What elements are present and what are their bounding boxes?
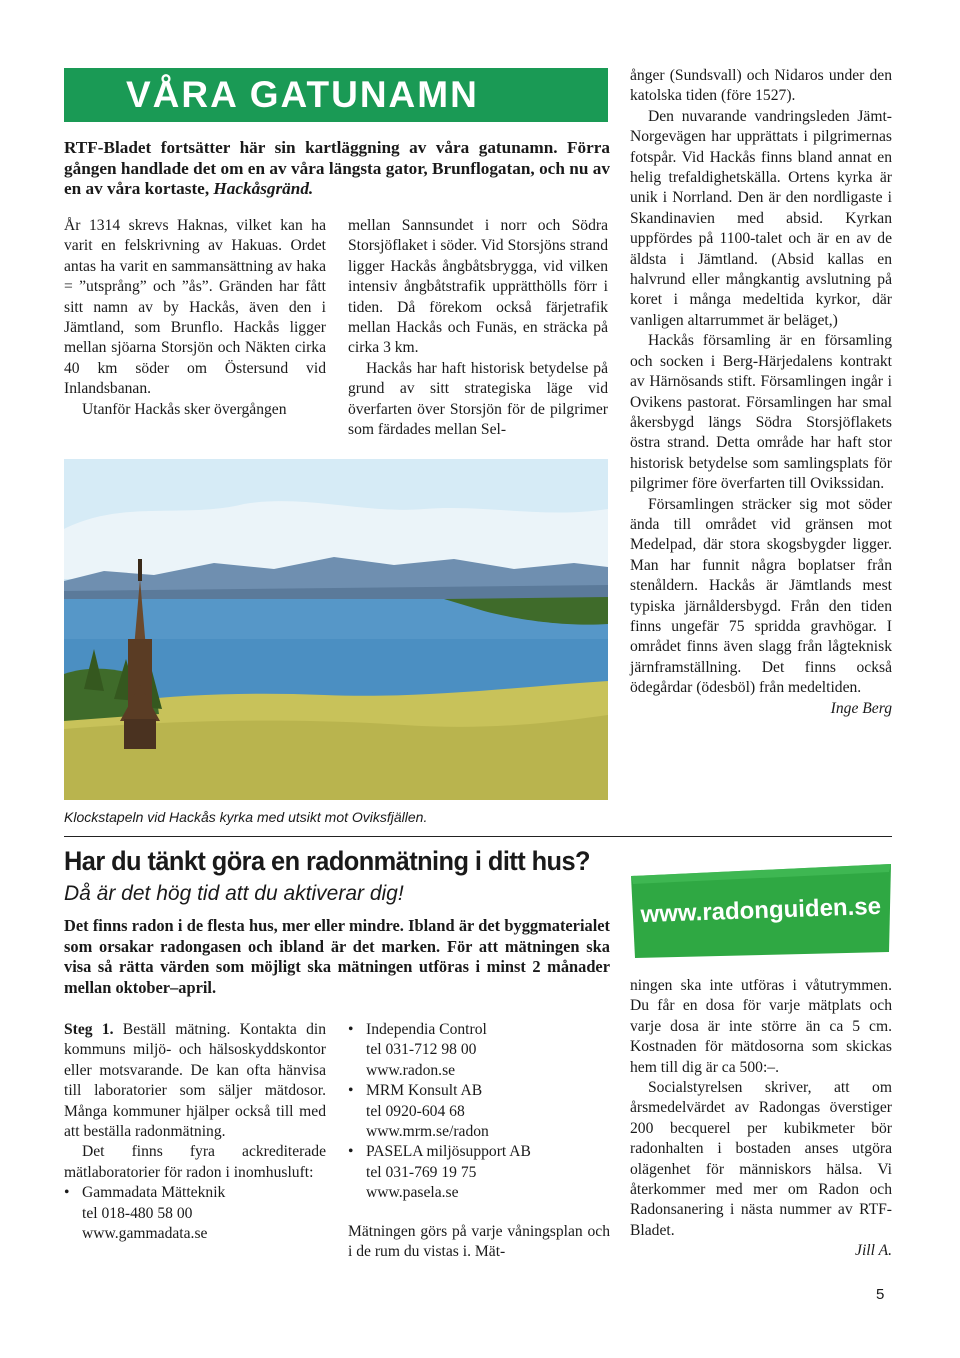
radon-column-2 xyxy=(348,1020,610,1262)
article-paragraph: År 1314 skrevs Haknas, vilket kan ha varit en felskrivning av Hakuas. Ordet antas ha varit en sammansättning av haka = ”utsprång” och ”ås”. Gränden har fått sitt namn av by Hackås, även den i Jämtland, som Brunflo. Hackås ligger mellan sjöarna Storsjön och Näkten cirka 40 km söder om Östersund vid Inlandsbanan. xyxy=(64,217,326,398)
logo-text: www.radonguiden.se xyxy=(640,892,882,929)
article-paragraph: Församlingen sträcker sig mot söder ända till området vid gränsen mot Medelpad, där stora skogsbygder ligger. Man har funnit några boplatser från stenåldern. Hackås är Jämtlands mest typiska järnåldersbygd. Från den tiden finns ungefär 75 spridda gravhögar. I området finns även slagg från lågteknisk järnframställning. Det finns också ödegårdar (ödesböl) från medeltiden. xyxy=(630,495,892,697)
radon-intro: Det finns radon i de flesta hus, mer eller mindre. Ibland är det byggmaterialet som orsakar radongasen och ibland är det marken. För att mätningen ska visa så rätta värden som möjligt ska mätningen utföras i minst 2 månader mellan oktober–april. xyxy=(64,916,610,997)
page-number: 5 xyxy=(876,1286,885,1303)
article-paragraph: ånger (Sundsvall) och Nidaros under den katolska tiden (före 1527). xyxy=(630,67,892,105)
article-column-3 xyxy=(630,66,892,719)
radon-signature: Jill A. xyxy=(855,1242,892,1260)
section-divider xyxy=(64,836,892,837)
article-column-1 xyxy=(64,216,326,420)
lab-item xyxy=(348,1020,610,1081)
radon-paragraph: ningen ska inte utföras i våtutrymmen. Du får en dosa för varje mätplats och varje dosa är inte större än ca 5 cm. Kostnaden för mätdosorna som skickas hem till dig är ca 500:–. xyxy=(630,977,892,1076)
lab-phone: tel 031-769 19 75 xyxy=(366,1163,477,1181)
step-paragraph xyxy=(64,1020,326,1142)
lab-website: www.gammadata.se xyxy=(82,1225,208,1243)
lab-name: • MRM Konsult AB xyxy=(366,1082,483,1100)
lab-name: • PASELA miljösupport AB xyxy=(366,1143,531,1161)
photo-caption: Klockstapeln vid Hackås kyrka med utsikt mot Oviksfjällen. xyxy=(64,809,428,825)
lab-name: • Independia Control xyxy=(366,1021,487,1038)
radonguiden-logo xyxy=(627,862,895,960)
radon-subheading: Då är det hög tid att du aktiverar dig! xyxy=(64,882,404,905)
lab-item xyxy=(64,1183,326,1244)
radon-heading: Har du tänkt göra en radonmätning i ditt hus? xyxy=(64,846,590,876)
radon-column-1 xyxy=(64,1020,326,1244)
article-paragraph: Hackås har haft historisk betydelse på grund av sitt strategiska läge vid överfarten över Storsjön för de pilgrimer som färdades mellan Sel- xyxy=(348,359,608,439)
intro-text: RTF-Bladet fortsätter här sin kartläggning av våra gatunamn. Förra gången handlade det om en av våra längsta gator, Brunflogatan, och nu av en av våra kortaste, xyxy=(64,138,610,198)
step-label: Steg 1. xyxy=(64,1021,114,1038)
lab-name: • Gammadata Mätteknik xyxy=(82,1184,226,1202)
lab-item xyxy=(348,1142,610,1203)
labs-intro: Det finns fyra ackrediterade mätlaboratorier för radon i inomhusluft: xyxy=(64,1143,326,1181)
lab-item xyxy=(348,1081,610,1142)
photo-illustration xyxy=(64,459,608,800)
lab-website: www.pasela.se xyxy=(366,1184,459,1202)
lab-list xyxy=(348,1020,610,1204)
radon-paragraph: Socialstyrelsen skriver, att om årsmedelvärdet av Radongas överstiger 200 becquerel per kubikmeter bör radonhalten i bostaden anses utgöra olägenhet för människors hälsa. Vi återkommer med mer om Radon och Radonsanering i nästa nummer av RTF-Bladet. xyxy=(630,1079,892,1239)
lab-phone: tel 018-480 58 00 xyxy=(82,1204,193,1222)
intro-emphasis: Hackåsgränd. xyxy=(213,179,314,198)
page-title: VÅRA GATUNAMN xyxy=(126,74,479,115)
measurement-paragraph: Mätningen görs på varje våningsplan och i de rum du vistas i. Mät- xyxy=(348,1222,610,1261)
lab-website: www.mrm.se/radon xyxy=(366,1123,489,1141)
step-text: Beställ mätning. Kontakta din kommuns miljö- och hälsoskyddskontor eller motsvarande. De kan ofta hänvisa till laboratorier som säljer mätdosor. Många kommuner hjälper också till med att beställa radonmätning. xyxy=(64,1021,326,1141)
radon-column-3 xyxy=(630,976,892,1262)
article-paragraph: Den nuvarande vandringsleden Jämt-Norgevägen har upprättats i pilgrimernas fotspår. Vid Hackås finns bland annat en helig trefaldighetskälla. Ortens kyrka är unik i Norrland. Den är den nordligaste i Skandinavien med absid. Kyrkan uppfördes på 1100-talet och är en av de äldsta i Jämtland. (Absid kallas en halvrund eller mångkantig avslutning på koret i många medeltida kyrkor, där vanligen altarrummet är beläget,) xyxy=(630,107,892,329)
lab-list xyxy=(64,1183,326,1244)
landscape-photo xyxy=(64,459,608,800)
lab-website: www.radon.se xyxy=(366,1061,456,1079)
article-intro xyxy=(64,138,610,200)
article-paragraph: Hackås församling är en församling och socken i Berg-Härjedalens kontrakt av Härnösands stift. Församlingen ingår i Ovikens pastorat. Församlingen har smal åkersbygd längs Södra Storsjöflakets östra strand. Detta område har haft stor historisk betydelse som samlingsplats för pilgrimer före överfarten till Ovikssidan. xyxy=(630,332,892,493)
lab-phone: tel 0920-604 68 xyxy=(366,1102,465,1120)
article-paragraph: mellan Sannsundet i norr och Södra Storsjöflaket i söder. Vid Storsjöns strand ligger Hackås ångbåtsbrygga, vid vilken intensiv ångbåtstrafik upprätthölls förr i tiden. Då förekom också färjetrafik mellan Hackås och Funäs, en sträcka på cirka 3 km. xyxy=(348,217,608,357)
lab-phone: tel 031-712 98 00 xyxy=(366,1041,477,1059)
article-paragraph: Utanför Hackås sker övergången xyxy=(82,400,287,418)
title-banner xyxy=(64,68,608,122)
article-signature: Inge Berg xyxy=(830,699,892,717)
article-column-2 xyxy=(348,216,608,440)
